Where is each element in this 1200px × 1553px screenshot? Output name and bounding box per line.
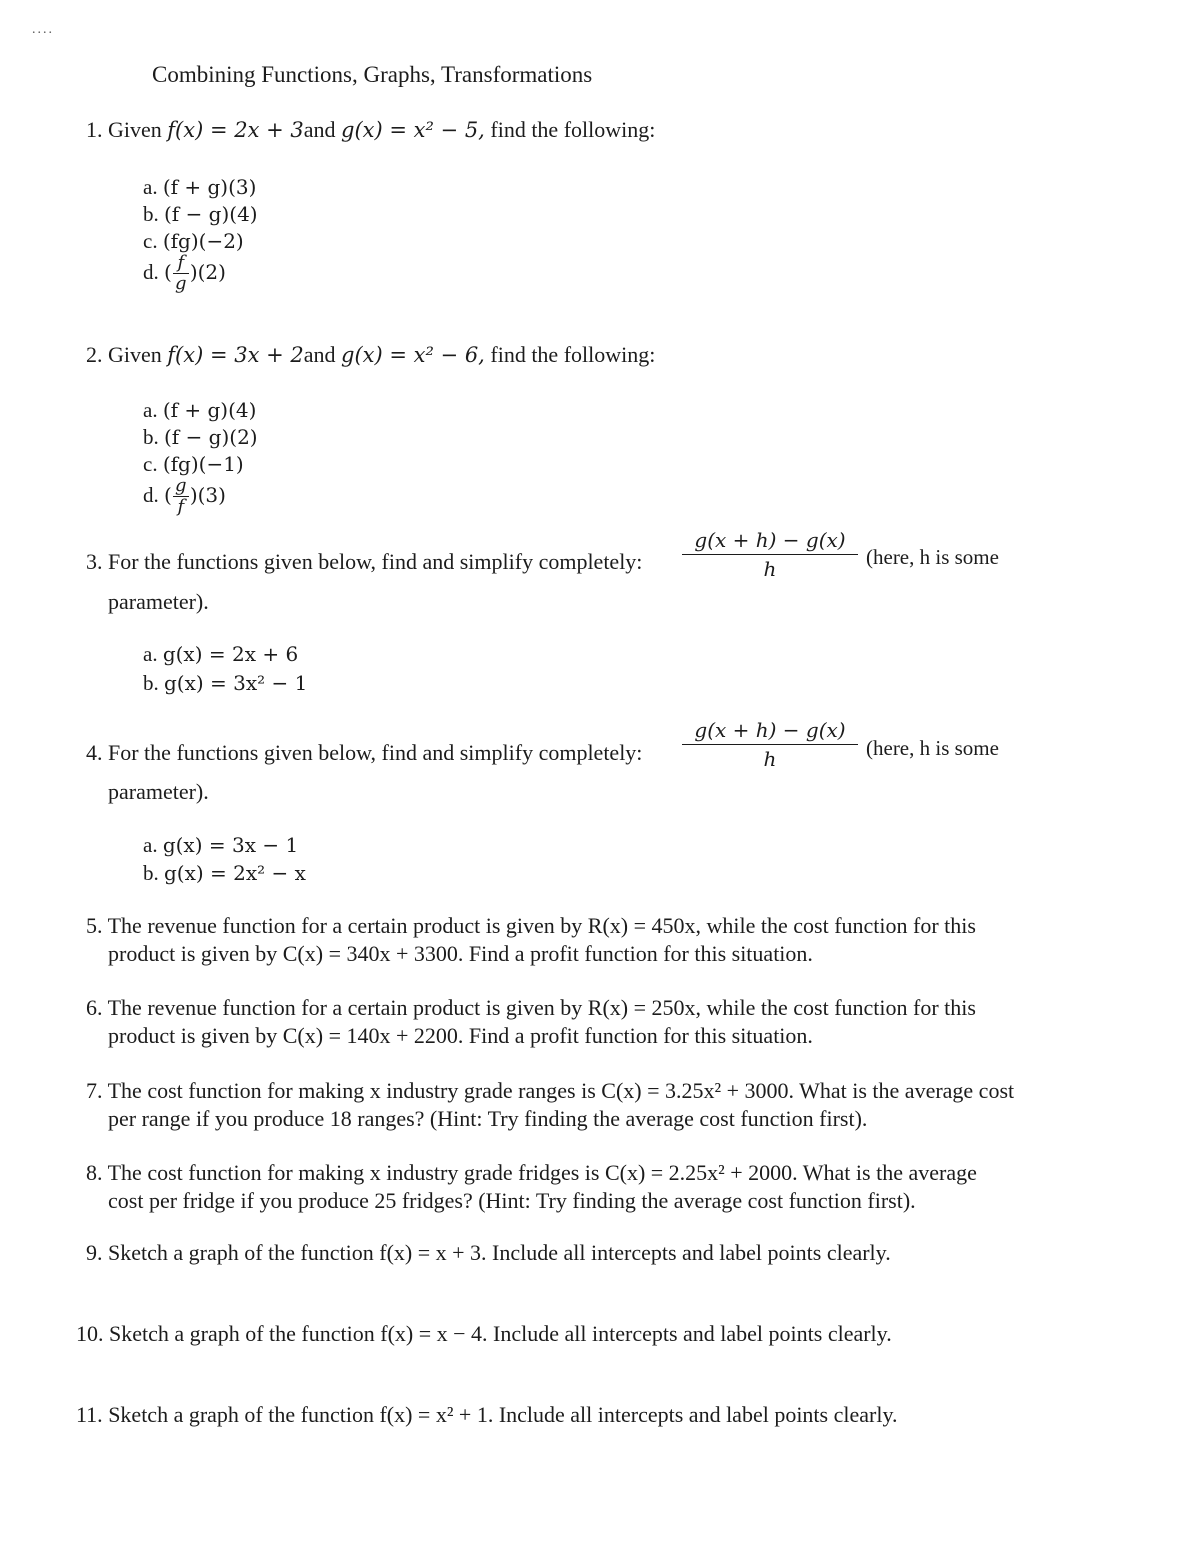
problem-number: 7. xyxy=(86,1078,103,1103)
sub-expression: (f + g)(4) xyxy=(162,398,257,422)
sub-expression: g(x) = 3x − 1 xyxy=(162,833,299,857)
parameter-note: (here, h is some xyxy=(866,545,999,569)
problem-3-statement xyxy=(86,548,642,576)
parameter-note-continued: parameter). xyxy=(108,589,209,614)
corner-mark: .... xyxy=(32,22,54,37)
problem-number: 8. xyxy=(86,1160,103,1185)
problem-number: 1. xyxy=(86,117,103,142)
sub-label: d. xyxy=(143,483,159,507)
problem-text: find the following: xyxy=(490,342,656,367)
fraction-numerator: f xyxy=(177,252,185,273)
sub-label: c. xyxy=(143,229,158,253)
problem-6-line-2: product is given by C(x) = 140x + 2200. Find a profit function for this situation. xyxy=(108,1023,813,1048)
sub-expression: (fg)(−1) xyxy=(162,452,244,476)
fraction xyxy=(173,254,189,293)
problem-5-line-1 xyxy=(86,912,976,940)
sub-expression: g(x) = 3x² − 1 xyxy=(164,671,308,695)
dq-denominator: h xyxy=(763,557,777,581)
sub-label: b. xyxy=(143,861,159,885)
problem-text: For the functions given below, find and simplify completely: xyxy=(108,549,643,574)
problem-4b xyxy=(143,860,306,886)
sub-label: a. xyxy=(143,175,158,199)
conjunction: and xyxy=(303,117,336,142)
problem-1d: d. ( $\frac{f}{g}$ )(2) xyxy=(143,252,226,294)
parameter-note-continued: parameter). xyxy=(108,779,209,804)
problem-5-line-2: product is given by C(x) = 340x + 3300. Find a profit function for this situation. xyxy=(108,941,813,966)
sub-expression: g(x) = 2x + 6 xyxy=(162,642,299,666)
function-f: f(x) = 2x + 3 xyxy=(167,118,304,142)
function-g: g(x) = x² − 5, xyxy=(341,118,485,142)
sub-expression: (f + g)(3) xyxy=(162,175,257,199)
dq-denominator: h xyxy=(763,747,777,771)
problem-2b xyxy=(143,424,258,450)
difference-quotient xyxy=(682,718,858,771)
problem-text: Sketch a graph of the function f(x) = x + 3. Include all intercepts and label points clearly. xyxy=(108,1240,891,1265)
difference-quotient xyxy=(682,528,858,581)
problem-4a xyxy=(143,832,298,858)
problem-number: 2. xyxy=(86,342,103,367)
problem-7-line-2: per range if you produce 18 ranges? (Hint: Try finding the average cost function first). xyxy=(108,1106,868,1131)
problem-2c xyxy=(143,451,244,477)
problem-number: 9. xyxy=(86,1240,103,1265)
sub-label: a. xyxy=(143,642,158,666)
problem-1b xyxy=(143,201,258,227)
problem-text: Given xyxy=(108,342,162,367)
problem-text: The revenue function for a certain product is given by R(x) = 250x, while the cost function for this xyxy=(107,995,976,1020)
problem-4-statement xyxy=(86,739,642,767)
function-f: f(x) = 3x + 2 xyxy=(167,343,304,367)
problem-8-line-2: cost per fridge if you produce 25 fridges? (Hint: Try finding the average cost function first). xyxy=(108,1188,916,1213)
sub-expression: (fg)(−2) xyxy=(162,229,244,253)
problem-number: 5. xyxy=(86,913,103,938)
sub-expression: (f − g)(2) xyxy=(164,425,258,449)
sub-argument: (2) xyxy=(197,260,226,284)
problem-text: The cost function for making x industry grade fridges is C(x) = 2.25x² + 2000. What is the average xyxy=(107,1160,977,1185)
fraction-denominator: g xyxy=(175,273,187,294)
problem-text: Sketch a graph of the function f(x) = x − 4. Include all intercepts and label points clearly. xyxy=(109,1321,892,1346)
sub-label: b. xyxy=(143,202,159,226)
conjunction: and xyxy=(303,342,336,367)
problem-2-statement xyxy=(86,341,655,369)
problem-1c xyxy=(143,228,244,254)
sub-label: c. xyxy=(143,452,158,476)
problem-2a xyxy=(143,397,256,423)
sub-label: b. xyxy=(143,425,159,449)
problem-8-line-1 xyxy=(86,1159,977,1187)
parameter-note: (here, h is some xyxy=(866,736,999,760)
sub-expression: g(x) = 2x² − x xyxy=(164,861,306,885)
problem-7-line-1 xyxy=(86,1077,1014,1105)
sub-label: b. xyxy=(143,671,159,695)
problem-3a xyxy=(143,641,298,667)
dq-numerator: g(x + h) − g(x) xyxy=(694,718,846,742)
page-title: Combining Functions, Graphs, Transformations xyxy=(152,62,593,87)
fraction-numerator: g xyxy=(175,475,187,496)
sub-label: a. xyxy=(143,833,158,857)
sub-label: a. xyxy=(143,398,158,422)
fraction-denominator: f xyxy=(177,496,185,517)
problem-number: 4. xyxy=(86,740,103,765)
problem-text: For the functions given below, find and simplify completely: xyxy=(108,740,643,765)
sub-label: d. xyxy=(143,260,159,284)
sub-expression: (f − g)(4) xyxy=(164,202,258,226)
problem-11 xyxy=(76,1401,898,1429)
function-g: g(x) = x² − 6, xyxy=(341,343,485,367)
problem-number: 10. xyxy=(76,1321,104,1346)
problem-number: 11. xyxy=(76,1402,103,1427)
dq-numerator: g(x + h) − g(x) xyxy=(694,528,846,552)
sub-argument: (3) xyxy=(197,483,226,507)
problem-6-line-1 xyxy=(86,994,976,1022)
problem-text: Given xyxy=(108,117,162,142)
problem-1-statement xyxy=(86,116,655,144)
problem-9 xyxy=(86,1239,891,1267)
problem-1a xyxy=(143,174,256,200)
problem-text: find the following: xyxy=(490,117,656,142)
fraction xyxy=(173,477,189,516)
problem-text: The cost function for making x industry grade ranges is C(x) = 3.25x² + 3000. What is the average cost xyxy=(107,1078,1015,1103)
problem-number: 3. xyxy=(86,549,103,574)
problem-2d: d. ( $\frac{g}{f}$ )(3) xyxy=(143,475,226,517)
problem-number: 6. xyxy=(86,995,103,1020)
problem-10 xyxy=(76,1320,892,1348)
problem-text: Sketch a graph of the function f(x) = x² + 1. Include all intercepts and label points clearly. xyxy=(108,1402,898,1427)
problem-text: The revenue function for a certain product is given by R(x) = 450x, while the cost function for this xyxy=(107,913,976,938)
problem-3b xyxy=(143,670,307,696)
